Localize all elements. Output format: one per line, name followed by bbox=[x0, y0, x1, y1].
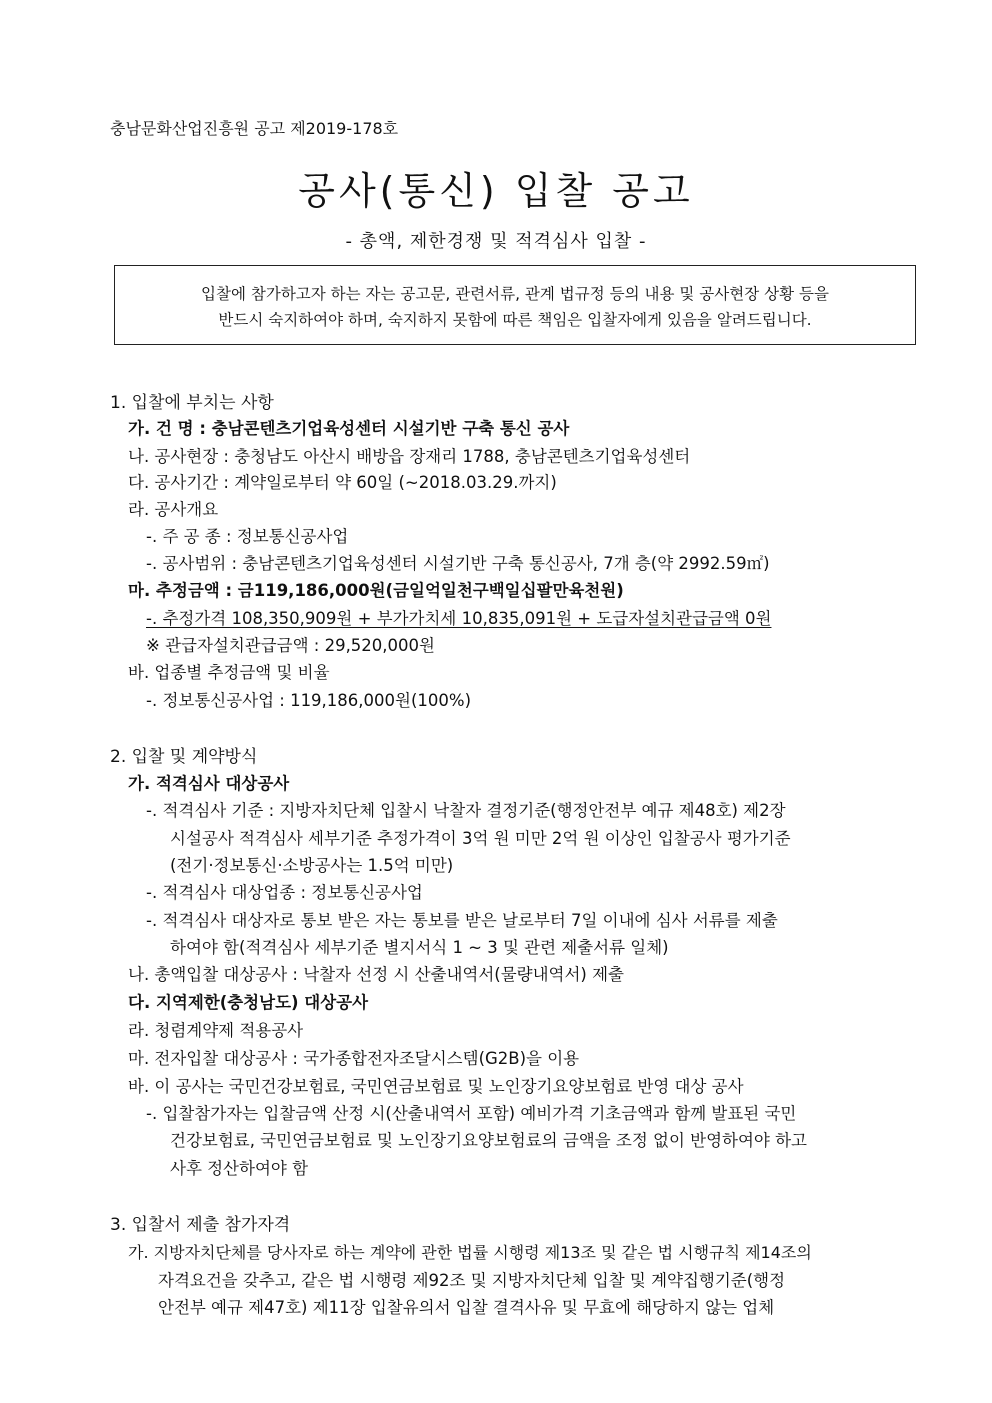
document-title: 공사(통신) 입찰 공고 bbox=[298, 169, 694, 213]
s1-item-da: 다. 공사기간 : 계약일로부터 약 60일 (~2018.03.29.까지) bbox=[128, 473, 557, 492]
s3-item-ga-a: 가. 지방자치단체를 당사자로 하는 계약에 관한 법률 시행령 제13조 및 같은 법 시행규칙 제14조의 bbox=[128, 1243, 812, 1262]
s1-item-ba: 바. 업종별 추정금액 및 비율 bbox=[128, 663, 330, 682]
document-subtitle: - 총액, 제한경쟁 및 적격심사 입찰 - bbox=[345, 231, 647, 252]
s2-item-na: 나. 총액입찰 대상공사 : 낙찰자 선정 시 산출내역서(물량내역서) 제출 bbox=[128, 965, 624, 984]
s1-item-ra-1: -. 주 공 종 : 정보통신공사업 bbox=[146, 527, 349, 546]
section-1-heading: 1. 입찰에 부치는 사항 bbox=[110, 393, 274, 413]
section-3-heading: 3. 입찰서 제출 참가자격 bbox=[110, 1215, 291, 1235]
document-number: 충남문화산업진흥원 공고 제2019-178호 bbox=[110, 119, 399, 138]
s3-item-ga-c: 안전부 예규 제47호) 제11장 입찰유의서 입찰 결격사유 및 무효에 해당하지 않는 업체 bbox=[158, 1298, 775, 1317]
s2-item-ga-1a: -. 적격심사 기준 : 지방자치단체 입찰시 낙찰자 결정기준(행정안전부 예규 제48호) 제2장 bbox=[146, 801, 786, 820]
s1-item-ma: 마. 추정금액 : 금119,186,000원(금일억일천구백일십팔만육천원) bbox=[128, 581, 624, 600]
s2-item-ba-1a: -. 입찰참가자는 입찰금액 산정 시(산출내역서 포함) 예비가격 기초금액과 함께 발표된 국민 bbox=[146, 1104, 797, 1123]
s1-item-ra-2: -. 공사범위 : 충남콘텐츠기업육성센터 시설기반 구축 통신공사, 7개 층(약 2992.59㎡) bbox=[146, 554, 770, 573]
s2-item-ma: 마. 전자입찰 대상공사 : 국가종합전자조달시스템(G2B)을 이용 bbox=[128, 1049, 580, 1068]
s1-item-na: 나. 공사현장 : 충청남도 아산시 배방읍 장재리 1788, 충남콘텐츠기업육성센터 bbox=[128, 447, 691, 466]
s1-item-ma-2: ※ 관급자설치관급금액 : 29,520,000원 bbox=[146, 636, 435, 655]
s2-item-ga: 가. 적격심사 대상공사 bbox=[128, 774, 290, 793]
s2-item-da: 다. 지역제한(충청남도) 대상공사 bbox=[128, 993, 369, 1012]
notice-box bbox=[114, 265, 916, 345]
s2-item-ba-1b: 건강보험료, 국민연금보험료 및 노인장기요양보험료의 금액을 조정 없이 반영하여야 하고 bbox=[170, 1131, 807, 1150]
s2-item-ra: 라. 청렴계약제 적용공사 bbox=[128, 1021, 304, 1040]
s2-item-ba-1c: 사후 정산하여야 함 bbox=[170, 1159, 309, 1178]
s2-item-ga-3a: -. 적격심사 대상자로 통보 받은 자는 통보를 받은 날로부터 7일 이내에 심사 서류를 제출 bbox=[146, 911, 778, 930]
s1-item-ba-1: -. 정보통신공사업 : 119,186,000원(100%) bbox=[146, 691, 472, 710]
section-2-heading: 2. 입찰 및 계약방식 bbox=[110, 747, 258, 767]
notice-line-1: 입찰에 참가하고자 하는 자는 공고문, 관련서류, 관계 법규정 등의 내용 및 공사현장 상황 등을 bbox=[201, 285, 829, 303]
s2-item-ga-3b: 하여야 함(적격심사 세부기준 별지서식 1 ~ 3 및 관련 제출서류 일체) bbox=[170, 938, 669, 957]
s2-item-ga-2: -. 적격심사 대상업종 : 정보통신공사업 bbox=[146, 883, 423, 902]
notice-line-2: 반드시 숙지하여야 하며, 숙지하지 못함에 따른 책임은 입찰자에게 있음을 알려드립니다. bbox=[218, 311, 812, 329]
s2-item-ga-1c: (전기·정보통신·소방공사는 1.5억 미만) bbox=[170, 856, 454, 875]
s3-item-ga-b: 자격요건을 갖추고, 같은 법 시행령 제92조 및 지방자치단체 입찰 및 계약집행기준(행정 bbox=[158, 1271, 786, 1290]
s2-item-ga-1b: 시설공사 적격심사 세부기준 추정가격이 3억 원 미만 2억 원 이상인 입찰공사 평가기준 bbox=[170, 829, 791, 848]
s1-item-ma-1: -. 추정가격 108,350,909원 + 부가가치세 10,835,091원 + 도급자설치관급금액 0원 bbox=[146, 609, 772, 628]
s1-item-ra: 라. 공사개요 bbox=[128, 500, 219, 519]
s1-item-ga: 가. 건 명 : 충남콘텐츠기업육성센터 시설기반 구축 통신 공사 bbox=[128, 419, 570, 438]
s2-item-ba: 바. 이 공사는 국민건강보험료, 국민연금보험료 및 노인장기요양보험료 반영 대상 공사 bbox=[128, 1077, 744, 1096]
